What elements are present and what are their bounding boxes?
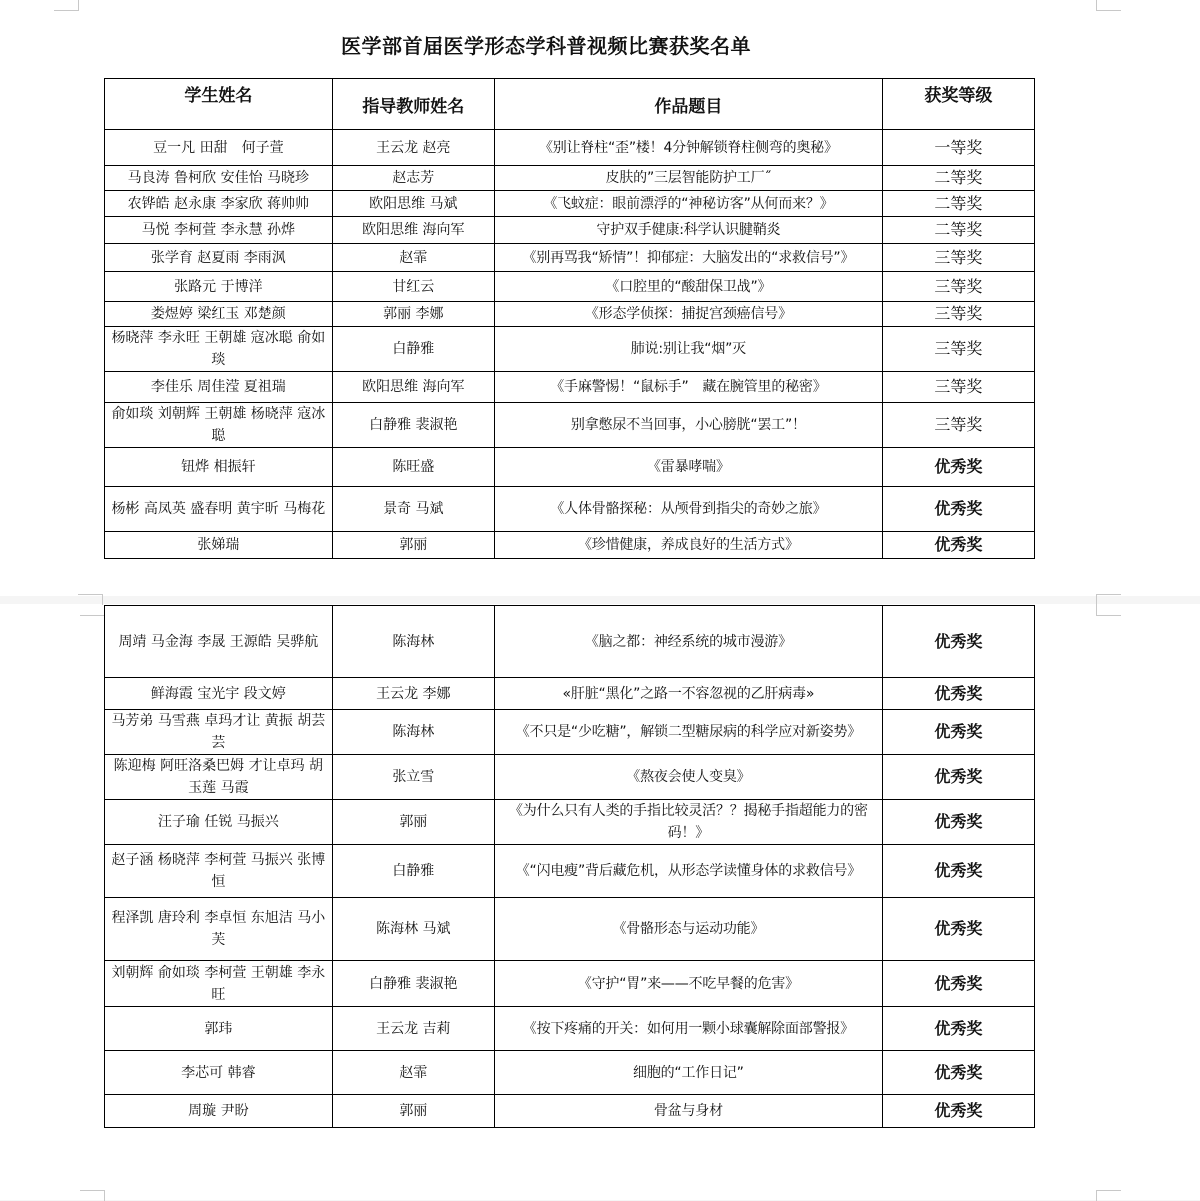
teacher-name-cell: 赵霏	[332, 1051, 494, 1095]
topic-cell: 骨盆与身材	[494, 1095, 882, 1128]
topic-cell: 《飞蚊症：眼前漂浮的“神秘访客”从何而来？》	[494, 191, 882, 217]
table-row	[105, 487, 1035, 532]
student-names-cell: 张学育 赵夏雨 李雨沨	[105, 244, 333, 272]
table-row	[105, 244, 1035, 272]
student-names-cell: 杨彬 高凤英 盛春明 黄宇昕 马梅花	[105, 487, 333, 532]
student-names-cell: 马芳弟 马雪燕 卓玛才让 黄振 胡芸芸	[105, 710, 333, 755]
crop-mark	[1096, 605, 1121, 616]
student-names-cell: 郭玮	[105, 1007, 333, 1051]
table-row	[105, 448, 1035, 487]
crop-mark	[54, 0, 79, 11]
table-row	[105, 130, 1035, 166]
topic-cell: 《口腔里的“酸甜保卫战”》	[494, 272, 882, 302]
topic-cell: 《熬夜会使人变臭》	[494, 755, 882, 800]
table-row	[105, 532, 1035, 559]
student-names-cell: 赵子涵 杨晓萍 李柯萱 马振兴 张博恒	[105, 845, 333, 898]
teacher-name-cell: 陈旺盛	[332, 448, 494, 487]
award-level-cell: 优秀奖	[882, 1095, 1034, 1128]
topic-cell: 《别再骂我“矫情”！抑郁症：大脑发出的“求救信号”》	[494, 244, 882, 272]
teacher-name-cell: 陈海林	[332, 606, 494, 678]
topic-cell: 《“闪电瘦”背后藏危机，从形态学读懂身体的求救信号》	[494, 845, 882, 898]
teacher-name-cell: 郭丽	[332, 532, 494, 559]
document-page-2	[0, 604, 1200, 1200]
student-names-cell: 俞如琰 刘朝辉 王朝雄 杨晓萍 寇冰聪	[105, 403, 333, 448]
crop-mark	[1096, 1190, 1121, 1201]
table-row	[105, 710, 1035, 755]
topic-cell: 《珍惜健康，养成良好的生活方式》	[494, 532, 882, 559]
table-row	[105, 961, 1035, 1007]
award-level-cell: 优秀奖	[882, 487, 1034, 532]
student-names-cell: 程泽凯 唐玲利 李卓恒 东旭洁 马小芙	[105, 898, 333, 961]
award-level-cell: 优秀奖	[882, 710, 1034, 755]
award-level-cell: 三等奖	[882, 327, 1034, 372]
student-names-cell: 张路元 于博洋	[105, 272, 333, 302]
awards-table-page-2	[104, 605, 1035, 1128]
awards-table-page-1	[104, 78, 1035, 559]
student-names-cell: 李芯可 韩睿	[105, 1051, 333, 1095]
teacher-name-cell: 白静雅	[332, 845, 494, 898]
award-level-cell: 优秀奖	[882, 755, 1034, 800]
student-names-cell: 娄煜婷 梁红玉 邓楚颜	[105, 302, 333, 327]
table-row	[105, 1051, 1035, 1095]
teacher-name-cell: 赵霏	[332, 244, 494, 272]
award-level-cell: 三等奖	[882, 272, 1034, 302]
crop-mark	[1096, 594, 1121, 605]
teacher-name-cell: 欧阳思维 马斌	[332, 191, 494, 217]
table-row	[105, 1095, 1035, 1128]
student-names-cell: 鲜海霞 宝光宇 段文婷	[105, 678, 333, 710]
award-level-cell: 二等奖	[882, 166, 1034, 191]
header-topic: 作品题目	[494, 79, 882, 130]
table-row	[105, 217, 1035, 244]
student-names-cell: 杨晓萍 李永旺 王朝雄 寇冰聪 俞如琰	[105, 327, 333, 372]
topic-cell: 《别让脊柱“歪”楼！4分钟解锁脊柱侧弯的奥秘》	[494, 130, 882, 166]
teacher-name-cell: 王云龙 吉莉	[332, 1007, 494, 1051]
teacher-name-cell: 陈海林	[332, 710, 494, 755]
table-row	[105, 1007, 1035, 1051]
student-names-cell: 周靖 马金海 李晟 王源皓 吴骅航	[105, 606, 333, 678]
award-level-cell: 优秀奖	[882, 1007, 1034, 1051]
table-row	[105, 372, 1035, 403]
topic-cell: 守护双手健康:科学认识腱鞘炎	[494, 217, 882, 244]
teacher-name-cell: 王云龙 赵亮	[332, 130, 494, 166]
table-row	[105, 800, 1035, 845]
topic-cell: 《为什么只有人类的手指比较灵活？？揭秘手指超能力的密码！》	[494, 800, 882, 845]
topic-cell: 《不只是“少吃糖”，解锁二型糖尿病的科学应对新姿势》	[494, 710, 882, 755]
header-award-level: 获奖等级	[882, 79, 1034, 130]
teacher-name-cell: 赵志芳	[332, 166, 494, 191]
table-row	[105, 327, 1035, 372]
crop-mark	[80, 1190, 105, 1201]
table-row	[105, 606, 1035, 678]
crop-mark	[1096, 0, 1121, 11]
teacher-name-cell: 景奇 马斌	[332, 487, 494, 532]
teacher-name-cell: 白静雅	[332, 327, 494, 372]
award-level-cell: 优秀奖	[882, 800, 1034, 845]
award-level-cell: 优秀奖	[882, 961, 1034, 1007]
teacher-name-cell: 张立雪	[332, 755, 494, 800]
student-names-cell: 汪子瑜 任锐 马振兴	[105, 800, 333, 845]
topic-cell: 皮肤的”三层智能防护工厂˝	[494, 166, 882, 191]
table-row	[105, 166, 1035, 191]
award-level-cell: 一等奖	[882, 130, 1034, 166]
teacher-name-cell: 欧阳思维 海向军	[332, 372, 494, 403]
award-level-cell: 优秀奖	[882, 606, 1034, 678]
student-names-cell: 豆一凡 田甜 何子萱	[105, 130, 333, 166]
teacher-name-cell: 郭丽	[332, 1095, 494, 1128]
table-row	[105, 403, 1035, 448]
teacher-name-cell: 陈海林 马斌	[332, 898, 494, 961]
student-names-cell: 张娣瑞	[105, 532, 333, 559]
award-level-cell: 三等奖	[882, 244, 1034, 272]
award-level-cell: 三等奖	[882, 403, 1034, 448]
document-title: 医学部首届医学形态学科普视频比赛获奖名单	[341, 34, 751, 58]
teacher-name-cell: 欧阳思维 海向军	[332, 217, 494, 244]
teacher-name-cell: 甘红云	[332, 272, 494, 302]
teacher-name-cell: 郭丽 李娜	[332, 302, 494, 327]
award-level-cell: 优秀奖	[882, 448, 1034, 487]
header-student-name: 学生姓名	[105, 79, 333, 130]
teacher-name-cell: 白静雅 裴淑艳	[332, 403, 494, 448]
topic-cell: 《雷暴哮喘》	[494, 448, 882, 487]
topic-cell: 别拿憋尿不当回事，小心膀胱“罢工”！	[494, 403, 882, 448]
topic-cell: 《脑之都：神经系统的城市漫游》	[494, 606, 882, 678]
award-level-cell: 优秀奖	[882, 678, 1034, 710]
award-level-cell: 二等奖	[882, 217, 1034, 244]
table-row	[105, 845, 1035, 898]
topic-cell: 肺说:别让我“烟”灭	[494, 327, 882, 372]
award-level-cell: 优秀奖	[882, 845, 1034, 898]
header-teacher-name: 指导教师姓名	[332, 79, 494, 130]
topic-cell: 《按下疼痛的开关：如何用一颗小球囊解除面部警报》	[494, 1007, 882, 1051]
table-row	[105, 898, 1035, 961]
student-names-cell: 陈迎梅 阿旺洛桑巴姆 才让卓玛 胡玉莲 马霞	[105, 755, 333, 800]
student-names-cell: 李佳乐 周佳滢 夏祖瑞	[105, 372, 333, 403]
topic-cell: «肝脏“黑化”之路一不容忽视的乙肝病毒»	[494, 678, 882, 710]
topic-cell: 《守护“胃”来——不吃早餐的危害》	[494, 961, 882, 1007]
topic-cell: 细胞的“工作日记”	[494, 1051, 882, 1095]
crop-mark	[78, 594, 103, 605]
crop-mark	[80, 605, 105, 616]
table-row	[105, 755, 1035, 800]
student-names-cell: 农铧皓 赵永康 李家欣 蒋帅帅	[105, 191, 333, 217]
award-level-cell: 优秀奖	[882, 532, 1034, 559]
teacher-name-cell: 白静雅 裴淑艳	[332, 961, 494, 1007]
student-names-cell: 马良涛 鲁柯欣 安佳怡 马晓珍	[105, 166, 333, 191]
award-level-cell: 优秀奖	[882, 1051, 1034, 1095]
award-level-cell: 三等奖	[882, 302, 1034, 327]
table-row	[105, 191, 1035, 217]
document-page-1	[0, 0, 1200, 596]
teacher-name-cell: 郭丽	[332, 800, 494, 845]
table-row	[105, 272, 1035, 302]
table-row	[105, 678, 1035, 710]
topic-cell: 《形态学侦探：捕捉宫颈癌信号》	[494, 302, 882, 327]
award-level-cell: 三等奖	[882, 372, 1034, 403]
award-level-cell: 二等奖	[882, 191, 1034, 217]
student-names-cell: 周璇 尹盼	[105, 1095, 333, 1128]
topic-cell: 《人体骨骼探秘：从颅骨到指尖的奇妙之旅》	[494, 487, 882, 532]
student-names-cell: 马悦 李柯萱 李永慧 孙烨	[105, 217, 333, 244]
table-header-row	[105, 79, 1035, 130]
teacher-name-cell: 王云龙 李娜	[332, 678, 494, 710]
award-level-cell: 优秀奖	[882, 898, 1034, 961]
topic-cell: 《手麻警惕！“鼠标手” 藏在腕管里的秘密》	[494, 372, 882, 403]
student-names-cell: 刘朝辉 俞如琰 李柯萱 王朝雄 李永旺	[105, 961, 333, 1007]
table-row	[105, 302, 1035, 327]
student-names-cell: 钮烨 相振轩	[105, 448, 333, 487]
topic-cell: 《骨骼形态与运动功能》	[494, 898, 882, 961]
